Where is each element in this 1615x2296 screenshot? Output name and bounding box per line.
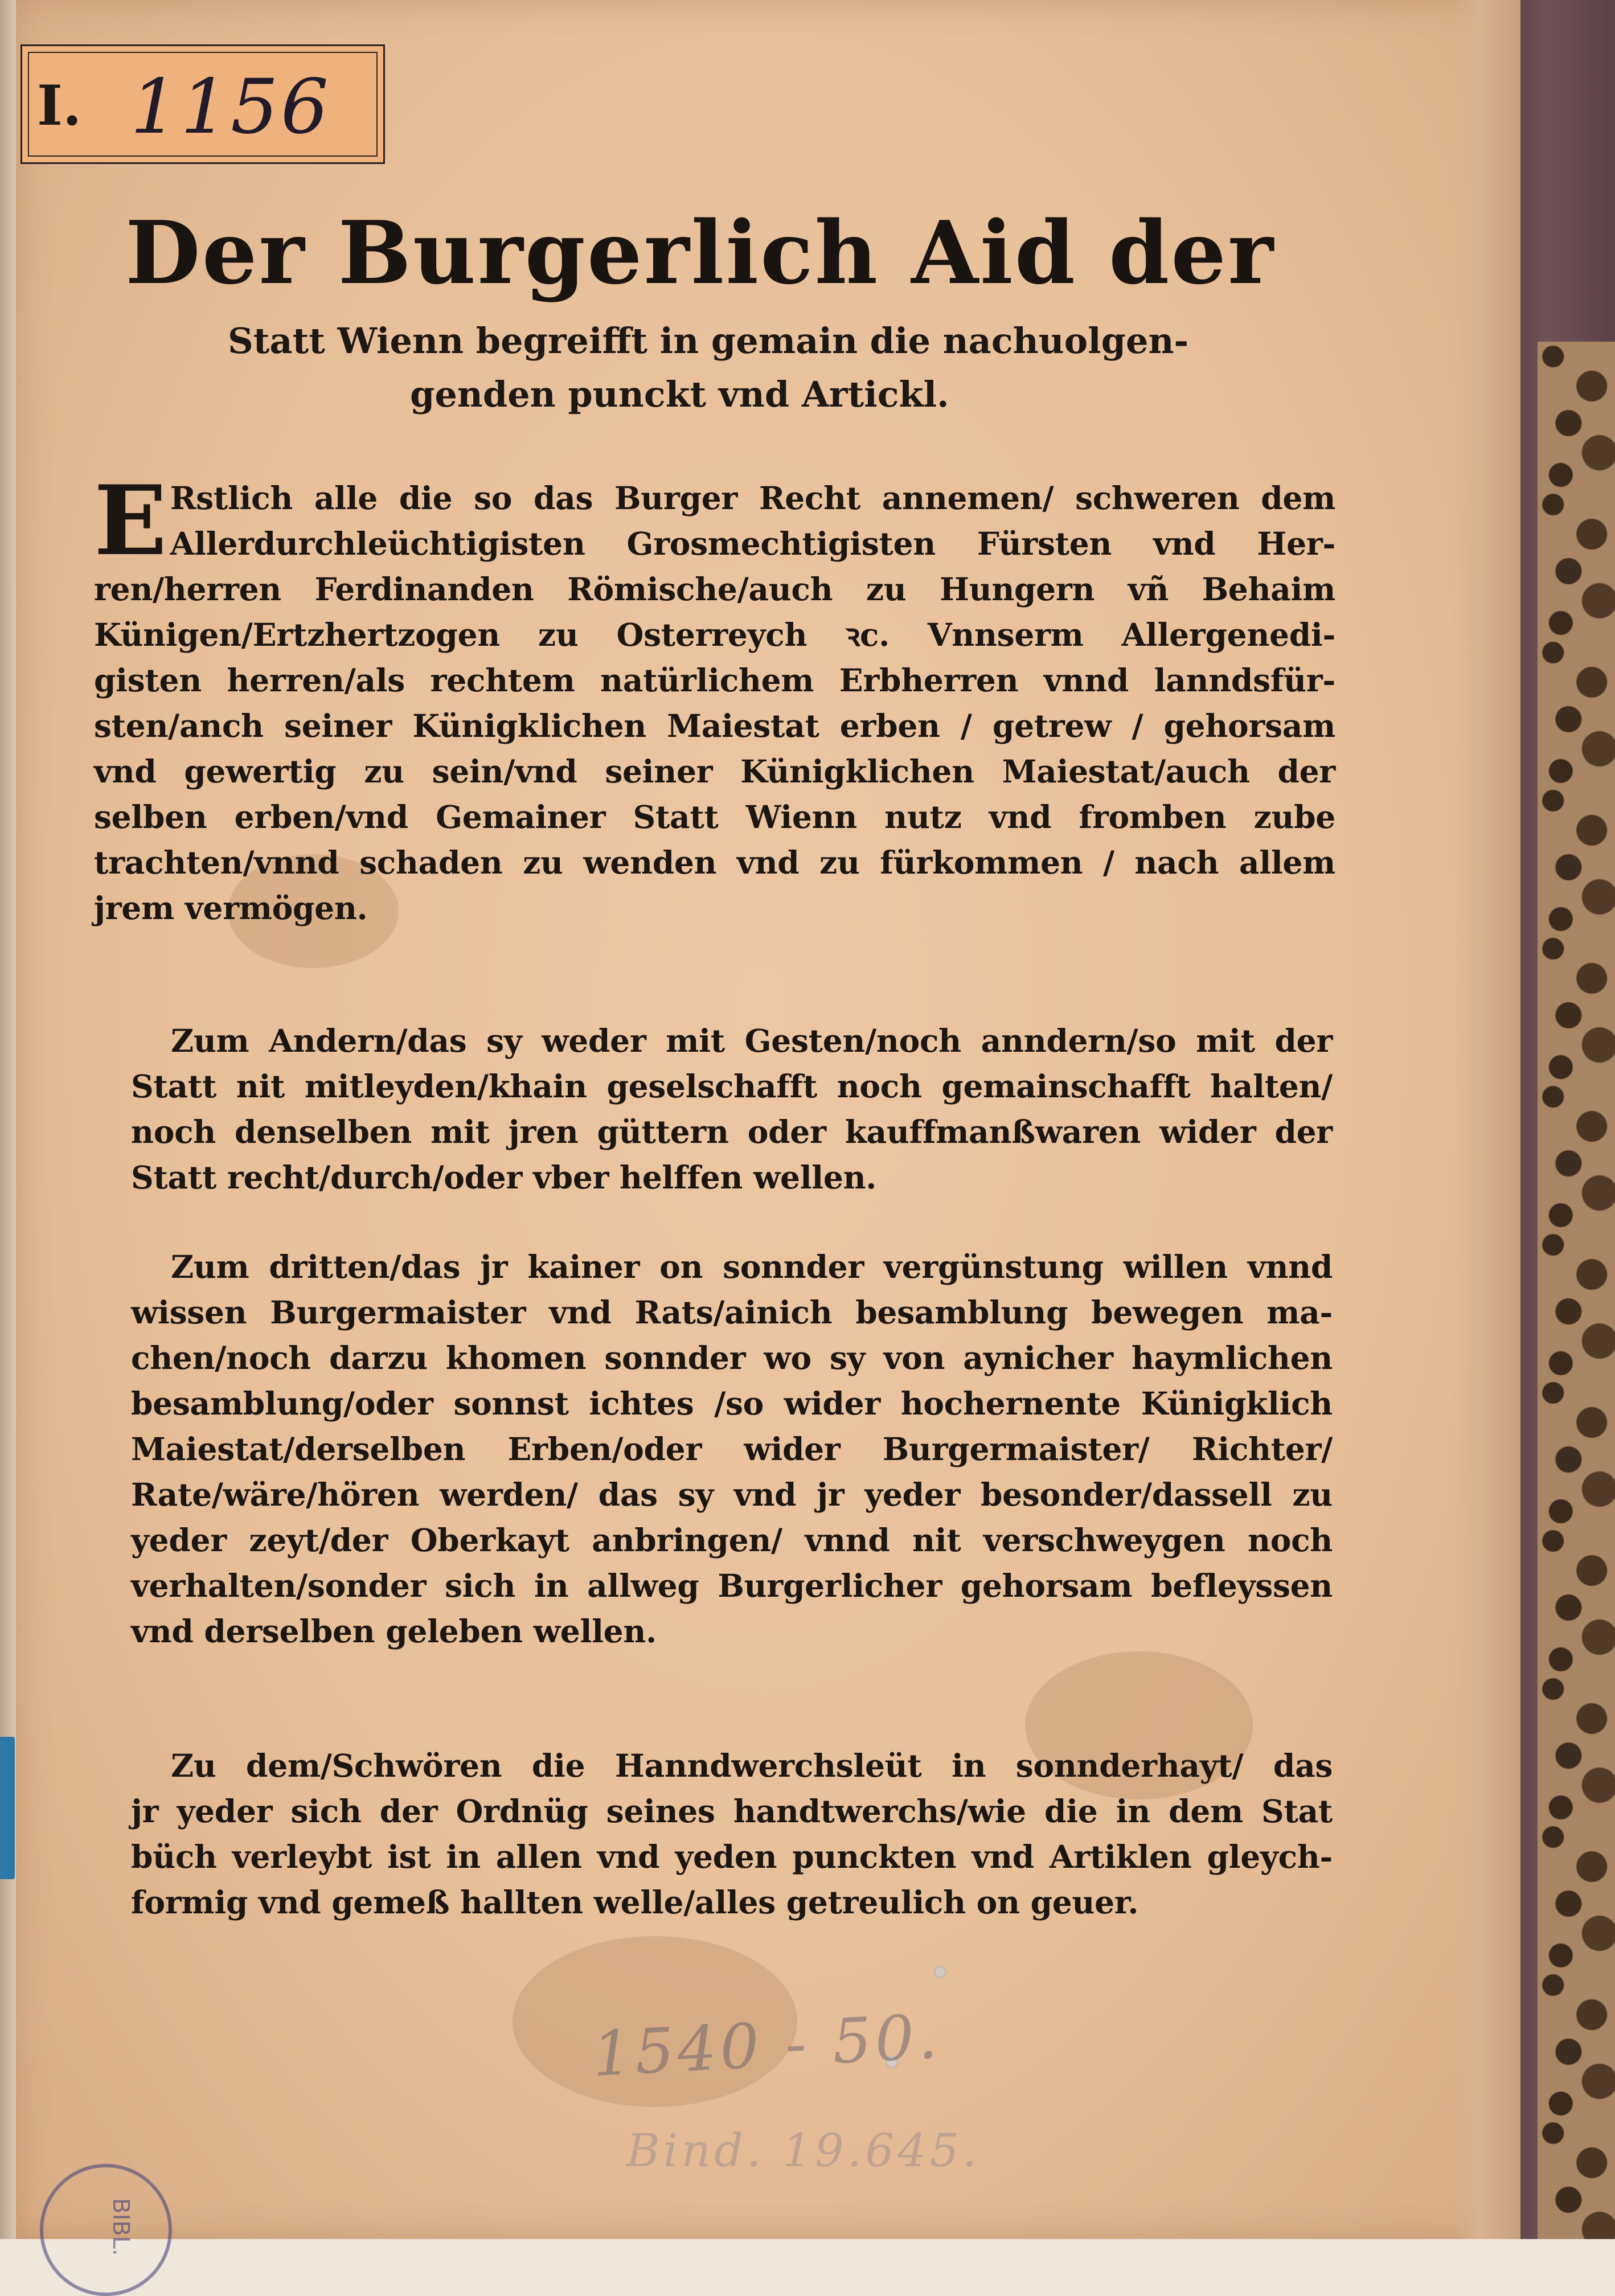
library-stamp-text: BIBL.	[108, 2198, 134, 2256]
document-title: Der Burgerlich Aid der	[125, 202, 1276, 304]
text-line: verhalten/sonder sich in allweg Burgerlicher gehorsam befleyssen	[131, 1567, 1333, 1604]
text-line: büch verleybt ist in allen vnd yeden punckten vnd Artiklen gleych-	[131, 1838, 1333, 1875]
text-line: yeder zeyt/der Oberkayt anbringen/ vnnd nit verschweygen noch	[131, 1522, 1333, 1559]
shelf-mark-prefix: I.	[37, 73, 82, 138]
drop-cap: E	[94, 464, 167, 577]
paragraph-1	[94, 464, 1335, 931]
subtitle-line: Statt Wienn begreifft in gemain die nachuolgen-	[228, 320, 1189, 362]
text-line: selben erben/vnd Gemainer Statt Wienn nutz vnd fromben zube	[94, 798, 1335, 835]
text-line: wissen Burgermaister vnd Rats/ainich besamblung bewegen ma-	[131, 1294, 1333, 1331]
subtitle-line: genden punckt vnd Artickl.	[410, 374, 949, 415]
text-line: Statt nit mitleyden/khain geselschafft noch gemainschafft halten/	[131, 1068, 1333, 1105]
paragraph-2	[131, 1018, 1333, 1200]
text-line: Künigen/Ertzhertzogen zu Osterreych ꝛc. Vnnserm Allergenedi-	[94, 616, 1335, 653]
text-line: formig vnd gemeß hallten welle/alles getreulich on geuer.	[131, 1884, 1139, 1921]
blue-tab-marker	[0, 1737, 15, 1879]
left-page-edge	[0, 0, 16, 2239]
pencil-date-note: 1540 - 50.	[591, 2001, 942, 2090]
shelf-mark-label	[21, 44, 385, 164]
text-line: noch denselben mit jren güttern oder kauffmanßwaren wider der	[131, 1113, 1333, 1150]
text-line: Rstlich alle die so das Burger Recht annemen/ schweren dem	[170, 479, 1335, 516]
shelf-mark-number: 1156	[130, 63, 331, 151]
text-line: Statt recht/durch/oder vber helffen wellen.	[131, 1159, 877, 1196]
text-line: Rate/wäre/hören werden/ das sy vnd jr yeder besonder/dassell zu	[131, 1476, 1333, 1513]
text-line: Maiestat/derselben Erben/oder wider Burgermaister/ Richter/	[131, 1430, 1333, 1467]
page-edge-shadow	[1452, 0, 1520, 2239]
library-stamp	[40, 2164, 172, 2296]
text-line: trachten/vnnd schaden zu wenden vnd zu fürkommen / nach allem	[94, 844, 1335, 881]
text-line: ren/herren Ferdinanden Römische/auch zu Hungern vñ Behaim	[94, 571, 1335, 608]
text-line: chen/noch darzu khomen sonnder wo sy von aynicher haymlichen	[131, 1339, 1333, 1376]
text-line: jr yeder sich der Ordnüg seines handtwerchs/wie die in dem Stat	[131, 1793, 1333, 1830]
text-line: Zu dem/Schwören die Hanndwerchsleüt in sonnderhayt/ das	[171, 1747, 1333, 1784]
text-line: jrem vermögen.	[94, 889, 368, 926]
text-line: sten/anch seiner Künigklichen Maiestat erben / getrew / gehorsam	[94, 707, 1335, 744]
text-line: vnd derselben geleben wellen.	[131, 1613, 657, 1650]
text-line: vnd gewertig zu sein/vnd seiner Künigklichen Maiestat/auch der	[94, 753, 1335, 790]
marbled-endpaper	[1538, 342, 1615, 2239]
faint-pencil-note: Bind. 19.645.	[626, 2124, 981, 2177]
text-line: Zum dritten/das jr kainer on sonnder vergünstung willen vnnd	[171, 1248, 1333, 1285]
paragraph-4	[131, 1743, 1333, 1925]
text-line: Zum Andern/das sy weder mit Gesten/noch anndern/so mit der	[171, 1022, 1333, 1059]
punch-hole	[934, 1966, 946, 1978]
text-line: Allerdurchleüchtigisten Grosmechtigisten Fürsten vnd Her-	[170, 525, 1335, 562]
text-line: besamblung/oder sonnst ichtes /so wider hochernente Künigklich	[131, 1385, 1333, 1422]
paragraph-3	[131, 1244, 1333, 1654]
text-line: gisten herren/als rechtem natürlichem Erbherren vnnd lanndsfür-	[94, 662, 1335, 699]
